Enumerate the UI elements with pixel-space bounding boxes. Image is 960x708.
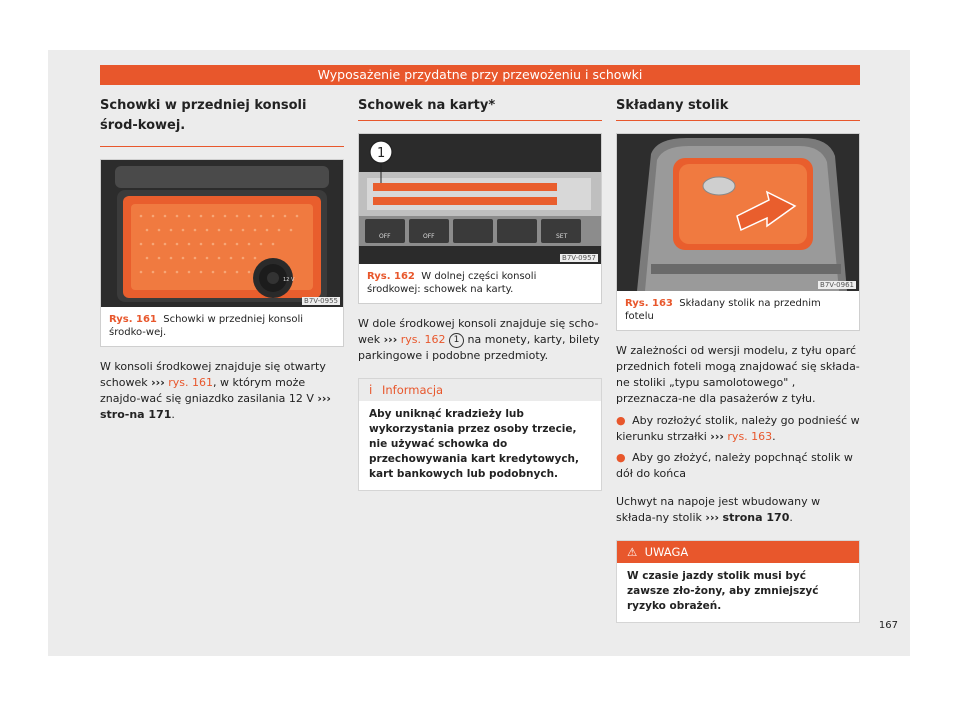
image-code: B7V-0957 — [562, 254, 596, 262]
body-text: . — [789, 511, 793, 524]
figure-ref: Rys. 162 — [367, 271, 415, 282]
body-paragraph — [616, 494, 860, 526]
figure-ref: Rys. 163 — [625, 298, 673, 309]
button-label-set: SET — [556, 233, 568, 240]
button-label-off: OFF — [423, 233, 435, 240]
button-label-off: OFF — [379, 233, 391, 240]
callout-number: 1 — [449, 333, 464, 348]
link-page-170[interactable]: strona 170 — [722, 511, 790, 524]
column-folding-table — [616, 96, 860, 623]
bullet-text: Aby go złożyć, należy popchnąć stolik w dół do końca — [616, 451, 853, 480]
info-header — [359, 379, 601, 401]
body-text: W konsoli środkowej znajduje się otwarty schowek — [100, 360, 326, 389]
page-number: 167 — [878, 620, 898, 631]
body-text: , w którym może znajdo-wać się gniazdko zasilania 12 V — [100, 376, 314, 405]
body-paragraph: W zależności od wersji modelu, z tyłu oparć przednich foteli mogą znajdować się składa-ne stoliki „typu samolotowego" , przeznacza-ne dla pasażerów z tyłu. — [616, 344, 860, 405]
section-title: Schowki w przedniej konsoli środ-kowej. — [100, 96, 344, 147]
figure-163 — [616, 133, 860, 331]
column-card-holder — [358, 96, 602, 491]
caption-text: Składany stolik na przednim fotelu — [625, 298, 821, 322]
image-code: B7V-0955 — [304, 297, 338, 305]
section-title: Składany stolik — [616, 96, 860, 121]
figure-caption — [101, 307, 343, 346]
link-rys-161[interactable]: rys. 161 — [168, 376, 213, 389]
body-text: W dole środkowej konsoli znajduje się scho-wek — [358, 317, 599, 346]
body-paragraph — [358, 316, 602, 364]
figure-caption — [617, 291, 859, 330]
bullet-text: . — [772, 430, 776, 443]
warning-title: UWAGA — [644, 545, 689, 559]
info-box — [358, 378, 602, 491]
figure-162 — [358, 133, 602, 304]
warning-box — [616, 540, 860, 623]
folding-table-image — [617, 134, 859, 291]
section-title: Schowek na karty* — [358, 96, 602, 121]
body-paragraph — [100, 359, 344, 423]
card-holder-illustration — [359, 134, 601, 264]
socket-label: 12 V — [283, 277, 295, 283]
warning-header — [617, 541, 859, 563]
ref-arrows: ››› — [705, 511, 720, 524]
ref-arrows: ››› — [317, 392, 331, 405]
console-storage-illustration — [101, 160, 343, 307]
info-icon: i — [369, 383, 373, 397]
figure-ref: Rys. 161 — [109, 314, 157, 325]
bullet-text: Aby rozłożyć stolik, należy go podnieść w kierunku strzałki — [616, 414, 860, 443]
warning-icon: ⚠ — [627, 545, 638, 559]
ref-arrows: ››› — [710, 430, 724, 443]
bullet-dot: ● — [616, 451, 626, 464]
folding-table-illustration — [617, 134, 859, 291]
body-text: na monety, karty, bilety parkingowe i podobne przedmioty. — [358, 333, 600, 362]
instruction-list — [616, 413, 860, 482]
image-code: B7V-0961 — [820, 281, 854, 289]
console-storage-image — [101, 160, 343, 307]
card-holder-image — [359, 134, 601, 264]
column-storage-compartments — [100, 96, 344, 423]
info-text: Aby uniknąć kradzieży lub wykorzystania przez osoby trzecie, nie używać schowka do przechowywania kart kredytowych, kart bankowych lub podobnych. — [369, 408, 580, 480]
ref-arrows: ››› — [383, 333, 398, 346]
link-page-171[interactable]: stro-na 171 — [100, 408, 172, 421]
ref-arrows: ››› — [151, 376, 165, 389]
figure-161 — [100, 159, 344, 347]
info-title: Informacja — [382, 383, 444, 397]
caption-text: W dolnej części konsoli środkowej: schowek na karty. — [367, 271, 537, 295]
link-rys-163[interactable]: rys. 163 — [727, 430, 773, 443]
warning-text: W czasie jazdy stolik musi być zawsze zło-żony, aby zmniejszyć ryzyko obrażeń. — [627, 570, 819, 612]
list-item — [616, 413, 860, 445]
caption-text: Schowki w przedniej konsoli środko-wej. — [109, 314, 304, 338]
figure-caption — [359, 264, 601, 303]
callout-number: 1 — [377, 146, 386, 161]
chapter-header: Wyposażenie przydatne przy przewożeniu i schowki — [100, 65, 860, 85]
bullet-dot: ● — [616, 414, 626, 427]
link-rys-162[interactable]: rys. 162 — [400, 333, 446, 346]
list-item — [616, 450, 860, 482]
body-text: Uchwyt na napoje jest wbudowany w składa-ny stolik — [616, 495, 821, 524]
body-text: . — [171, 408, 175, 421]
